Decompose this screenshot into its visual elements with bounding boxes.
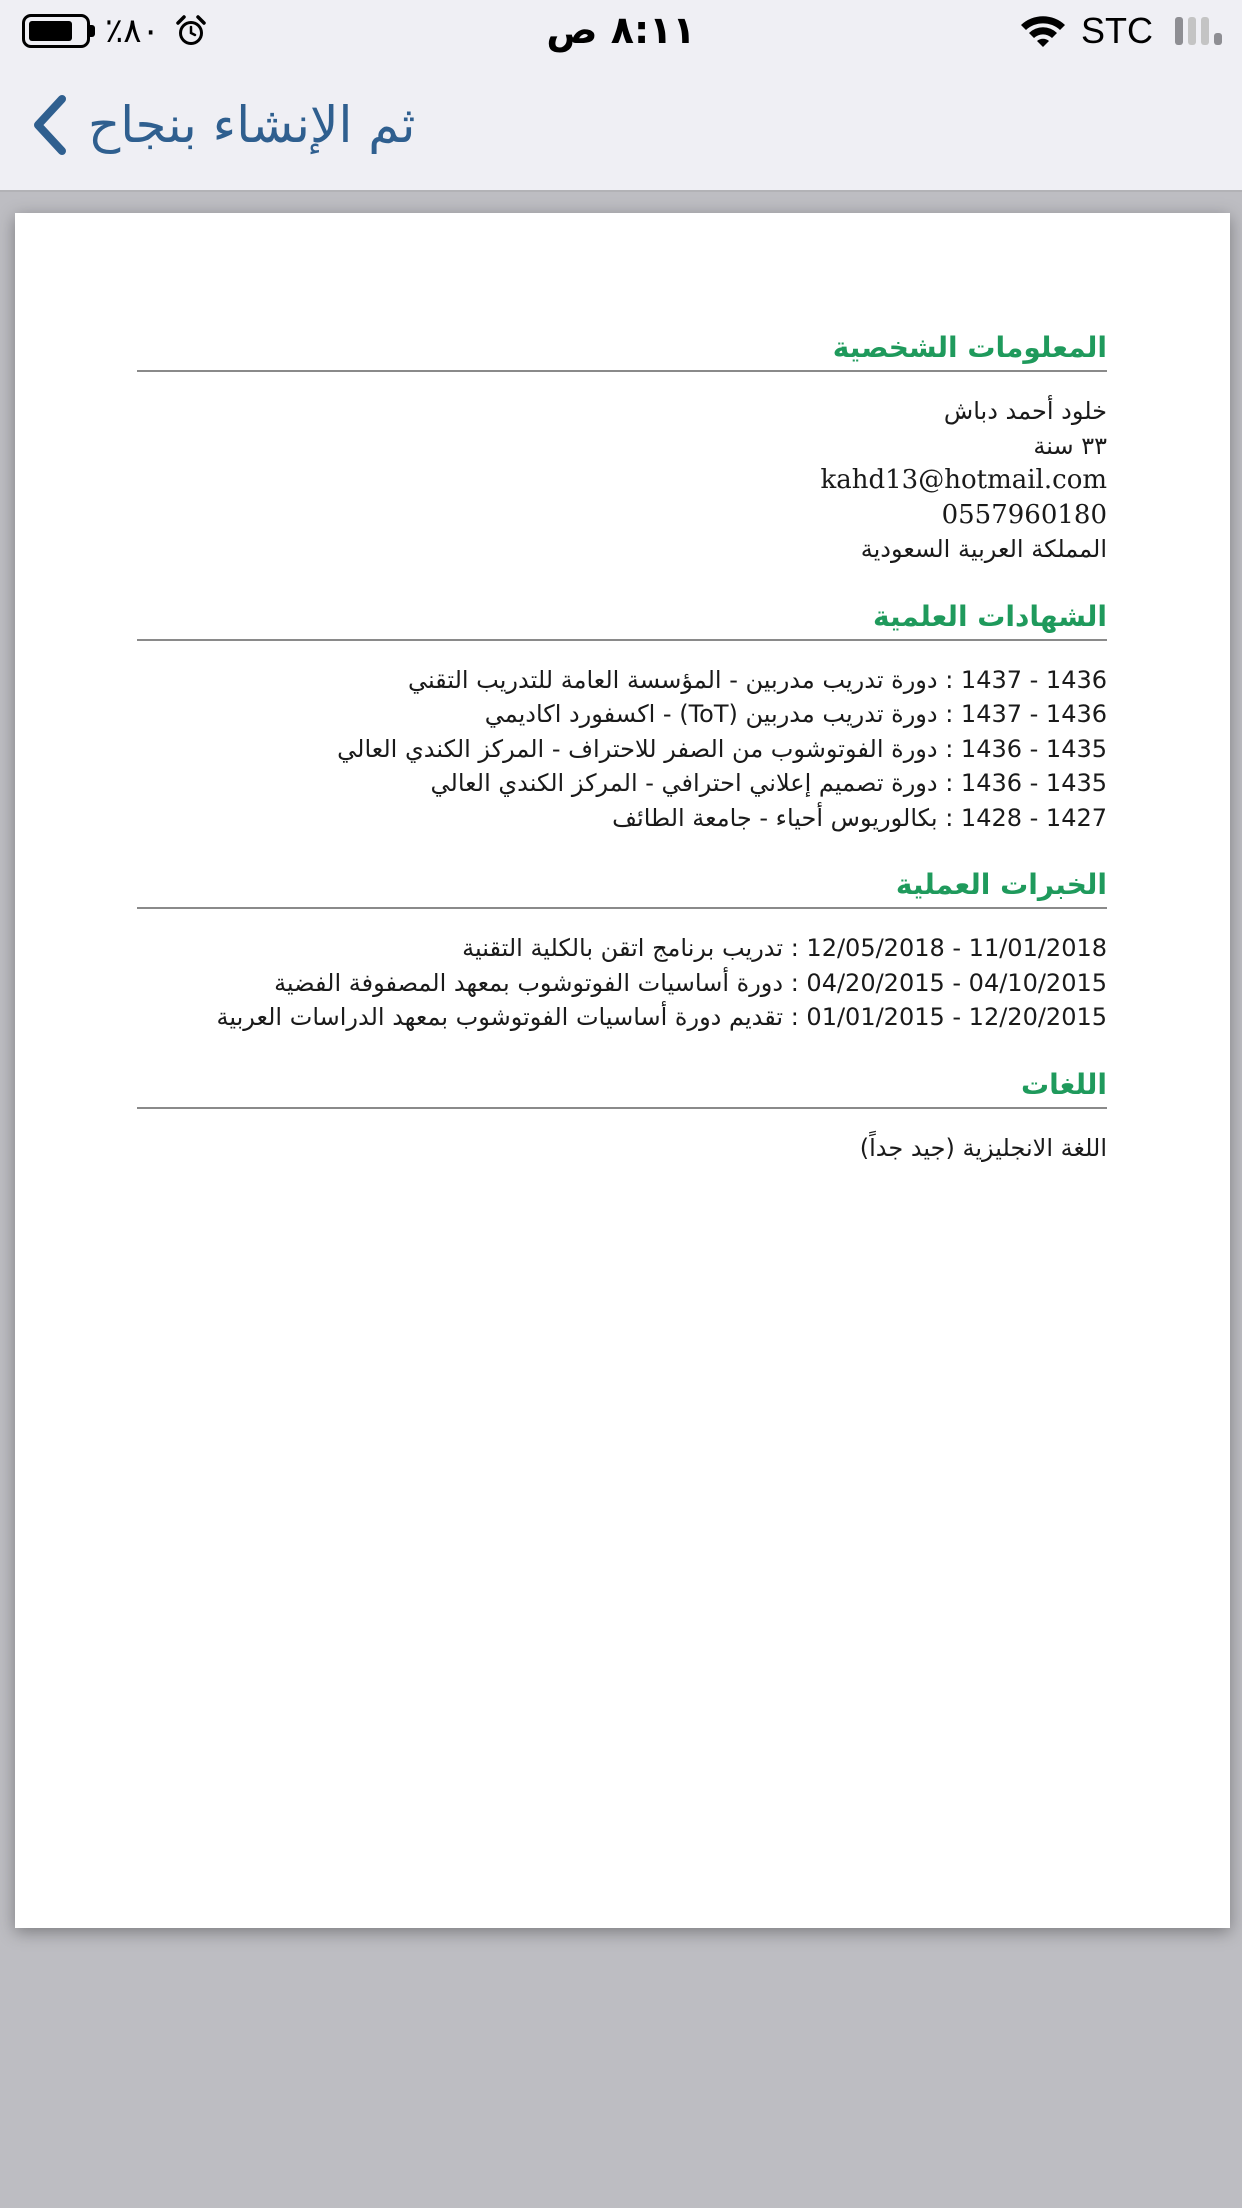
personal-info-section — [137, 328, 1107, 567]
signal-bar — [1214, 33, 1222, 45]
navigation-bar — [0, 62, 1242, 192]
back-button[interactable] — [30, 90, 415, 160]
section-divider — [137, 907, 1107, 909]
section-divider — [137, 639, 1107, 641]
certificate-item: 1436 - 1437 : دورة تدريب مدربين (ToT) - اكسفورد اكاديمي — [484, 700, 1107, 728]
resume-document — [137, 328, 1107, 1195]
certificate-item: 1436 - 1437 : دورة تدريب مدربين - المؤسسة العامة للتدريب التقني — [407, 665, 1107, 694]
status-right-group — [1019, 8, 1222, 54]
experience-item: 04/10/2015 - 04/20/2015 : دورة أساسيات الفوتوشوب بمعهد المصفوفة الفضية — [274, 968, 1107, 997]
languages-section — [137, 1065, 1107, 1166]
signal-bar — [1201, 17, 1209, 45]
certificate-item: 1427 - 1428 : بكالوريوس أحياء - جامعة الطائف — [612, 803, 1107, 832]
section-divider — [137, 1107, 1107, 1109]
resume-page — [15, 213, 1230, 1928]
language-item: اللغة الانجليزية (جيد جداً) — [859, 1133, 1107, 1162]
person-email: kahd13@hotmail.com — [820, 465, 1107, 495]
section-title: المعلومات الشخصية — [832, 331, 1107, 364]
signal-icon — [1175, 17, 1222, 45]
certificate-item: 1435 - 1436 : دورة تصميم إعلاني احترافي - المركز الكندي العالي — [430, 769, 1107, 797]
experience-item: 11/01/2018 - 12/05/2018 : تدريب برنامج اتقن بالكلية التقنية — [462, 934, 1107, 962]
person-age: ٣٣ سنة — [1033, 431, 1107, 460]
wifi-icon — [1019, 13, 1067, 49]
signal-bar — [1175, 17, 1183, 45]
person-phone: 0557960180 — [941, 499, 1107, 530]
chevron-left-icon[interactable] — [30, 93, 70, 157]
person-country: المملكة العربية السعودية — [860, 535, 1107, 563]
signal-bar — [1188, 17, 1196, 45]
experience-item: 12/20/2015 - 01/01/2015 : تقديم دورة أساسيات الفوتوشوب بمعهد الدراسات العربية — [216, 1003, 1107, 1031]
section-title: الخبرات العملية — [895, 868, 1107, 901]
experience-section — [137, 865, 1107, 1035]
battery-percent: ٪٨٠ — [105, 11, 160, 51]
section-title: اللغات — [1021, 1067, 1107, 1101]
nav-title[interactable]: ثم الإنشاء بنجاح — [88, 96, 416, 154]
status-bar — [0, 0, 1242, 62]
carrier-name: STC — [1081, 10, 1153, 51]
certificates-section — [137, 597, 1107, 836]
certificate-item: 1435 - 1436 : دورة الفوتوشوب من الصفر للاحتراف - المركز الكندي العالي — [337, 734, 1107, 763]
person-name: خلود أحمد دباش — [943, 397, 1107, 425]
section-divider — [137, 370, 1107, 372]
status-time: ٨:١١ ص — [546, 8, 696, 52]
section-title: الشهادات العلمية — [873, 599, 1107, 633]
